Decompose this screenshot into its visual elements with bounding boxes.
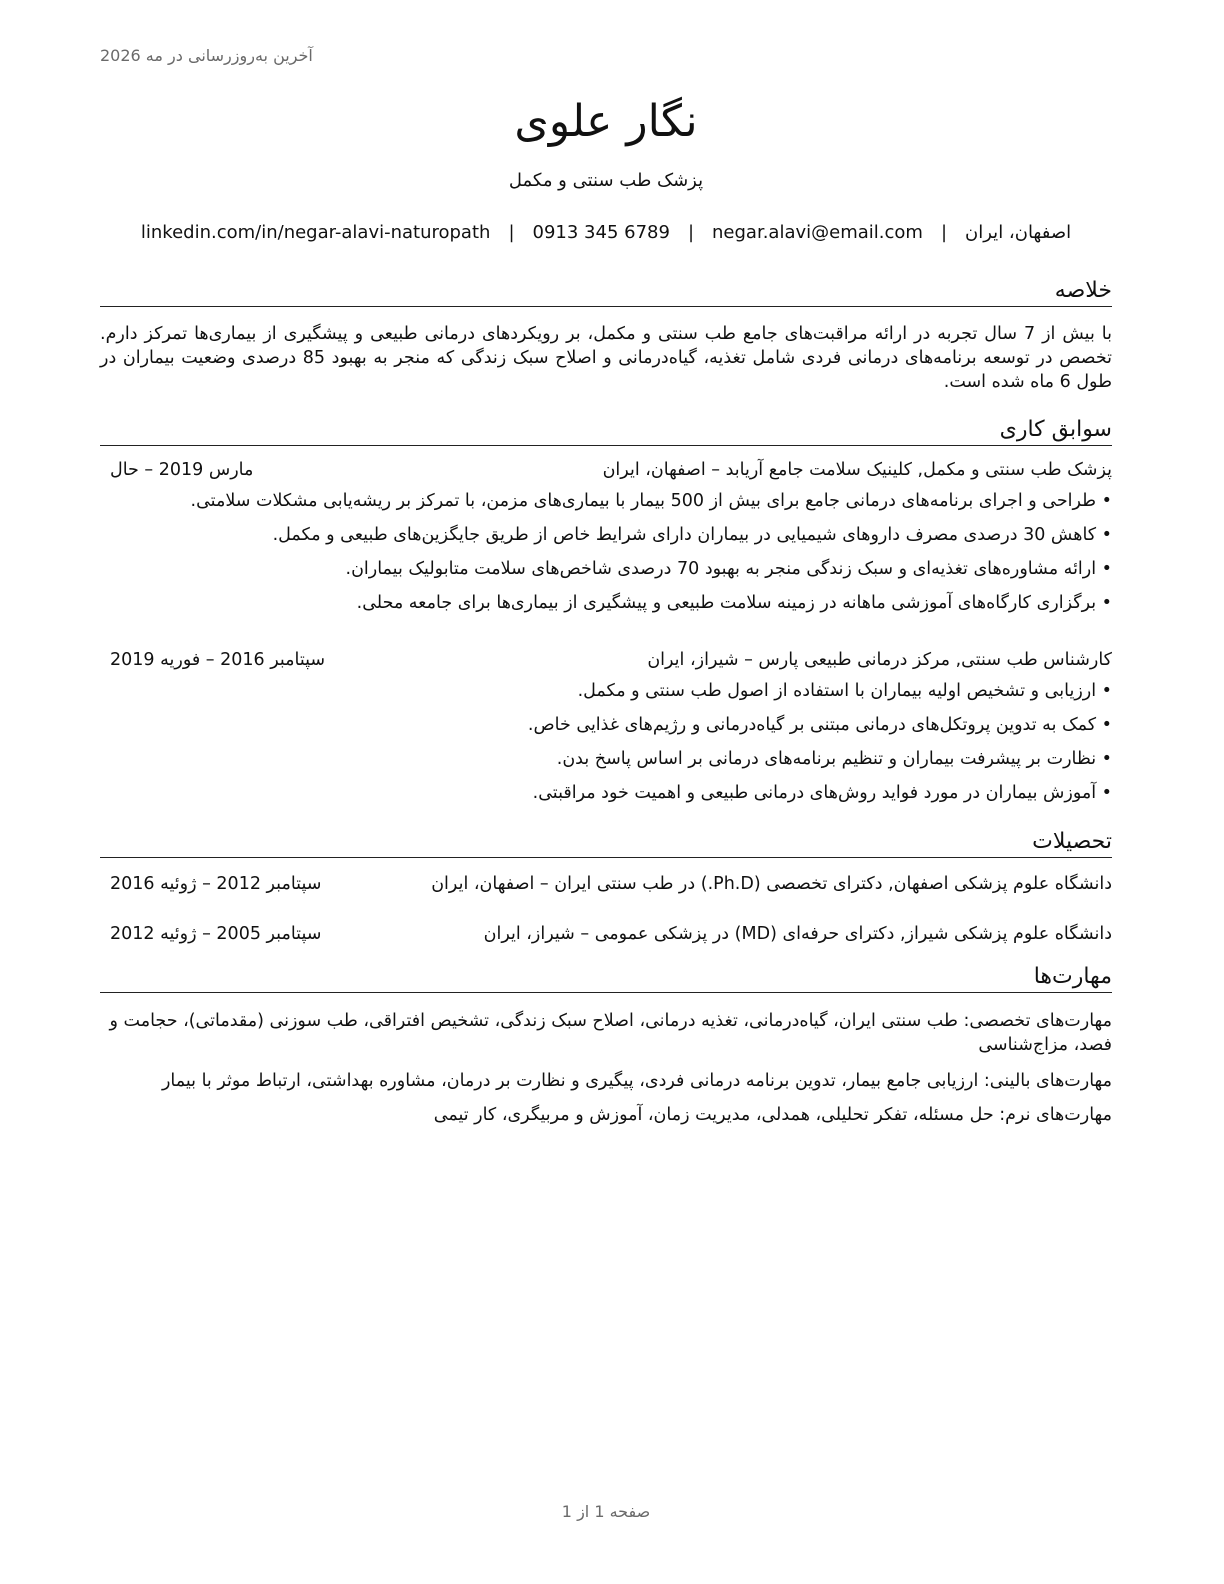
contact-separator: | [940,222,948,243]
job-row [100,648,1112,672]
job-bullet: • کمک به تدوین پروتکل‌های درمانی مبتنی بر گیاه‌درمانی و رژیم‌های غذایی خاص. [100,708,1112,742]
education-dates: سپتامبر 2005 – ژوئیه 2012 [110,924,322,944]
job-role: کارشناس طب سنتی, مرکز درمانی طبیعی پارس – شیراز، ایران [647,650,1112,670]
contact-linkedin[interactable]: linkedin.com/in/negar-alavi-naturopath [140,222,491,243]
education-row [100,872,1112,896]
candidate-name: نگار علوی [514,96,698,147]
job-dates: مارس 2019 – حال [110,460,254,480]
candidate-title: پزشک طب سنتی و مکمل [508,170,704,191]
education-heading: تحصیلات [100,827,1112,858]
job-bullet: • ارائه مشاوره‌های تغذیه‌ای و سبک زندگی منجر به بهبود 70 درصدی شاخص‌های سلامت متابولیک بیماران. [100,552,1112,586]
education-dates: سپتامبر 2012 – ژوئیه 2016 [110,874,322,894]
contact-location: اصفهان، ایران [965,222,1072,243]
education-degree: دانشگاه علوم پزشکی شیراز, دکترای حرفه‌ای (MD) در پزشکی عمومی – شیراز، ایران [483,924,1112,944]
job-bullets [100,484,1112,620]
job-row [100,458,1112,482]
skills-line: مهارت‌های نرم: حل مسئله، تفکر تحلیلی، همدلی، مدیریت زمان، آموزش و مربیگری، کار تیمی [433,1105,1112,1125]
resume-page [100,0,1112,1584]
skills-line: مهارت‌های بالینی: ارزیابی جامع بیمار، تدوین برنامه درمانی فردی، پیگیری و نظارت بر درمان، مشاوره بهداشتی، ارتباط موثر با بیمار [161,1071,1112,1091]
experience-heading: سوابق کاری [100,415,1112,446]
contact-separator: | [508,222,515,243]
education-degree: دانشگاه علوم پزشکی اصفهان, دکترای تخصصی (Ph.D.) در طب سنتی ایران – اصفهان، ایران [431,874,1112,894]
job-bullets [100,674,1112,810]
job-bullet: • برگزاری کارگاه‌های آموزشی ماهانه در زمینه سلامت طبیعی و پیشگیری از بیماری‌ها برای جامعه محلی. [100,586,1112,620]
job-bullet: • طراحی و اجرای برنامه‌های درمانی جامع برای بیش از 500 بیمار با بیماری‌های مزمن، با تمرکز بر ریشه‌یابی مشکلات سلامتی. [100,484,1112,518]
job-bullet: • آموزش بیماران در مورد فواید روش‌های درمانی طبیعی و اهمیت خود مراقبتی. [100,776,1112,810]
job-role: پزشک طب سنتی و مکمل, کلینیک سلامت جامع آریابد – اصفهان، ایران [602,460,1112,480]
skills-line: مهارت‌های تخصصی: طب سنتی ایران، گیاه‌درمانی، تغذیه درمانی، اصلاح سبک زندگی، تشخیص افتراقی، طب سوزنی (مقدماتی)، حجامت و فصد، مزاج‌شناسی [109,1011,1112,1055]
contact-email[interactable]: negar.alavi@email.com [712,222,923,243]
job-bullet: • کاهش 30 درصدی مصرف داروهای شیمیایی در بیماران دارای شرایط خاص از طریق جایگزین‌های طبیعی و مکمل. [100,518,1112,552]
job-bullet: • نظارت بر پیشرفت بیماران و تنظیم برنامه‌های درمانی بر اساس پاسخ بدن. [100,742,1112,776]
page-footer: صفحه 1 از 1 [561,1502,651,1521]
summary-text: با بیش از 7 سال تجربه در ارائه مراقبت‌های جامع طب سنتی و مکمل، بر رویکردهای درمانی طبیعی و پیشگیری از بیماری‌ها تمرکز دارم. تخصص در توسعه برنامه‌های درمانی فردی شامل تغذیه، گیاه‌درمانی و اصلاح سبک زندگی که منجر به بهبود 85 درصدی وضعیت بیماران در طول 6 ماه شده است. [100,324,1112,392]
contact-separator: | [687,222,695,243]
job-bullet: • ارزیابی و تشخیص اولیه بیماران با استفاده از اصول طب سنتی و مکمل. [100,674,1112,708]
skills-heading: مهارت‌ها [100,962,1112,993]
contact-phone: 0913 345 6789 [532,222,670,243]
job-dates: سپتامبر 2016 – فوریه 2019 [110,650,326,670]
education-row [100,922,1112,946]
contact-line [100,222,1112,243]
summary-heading: خلاصه [100,276,1112,307]
last-updated: آخرین به‌روزرسانی در مه 2026 [100,46,313,65]
